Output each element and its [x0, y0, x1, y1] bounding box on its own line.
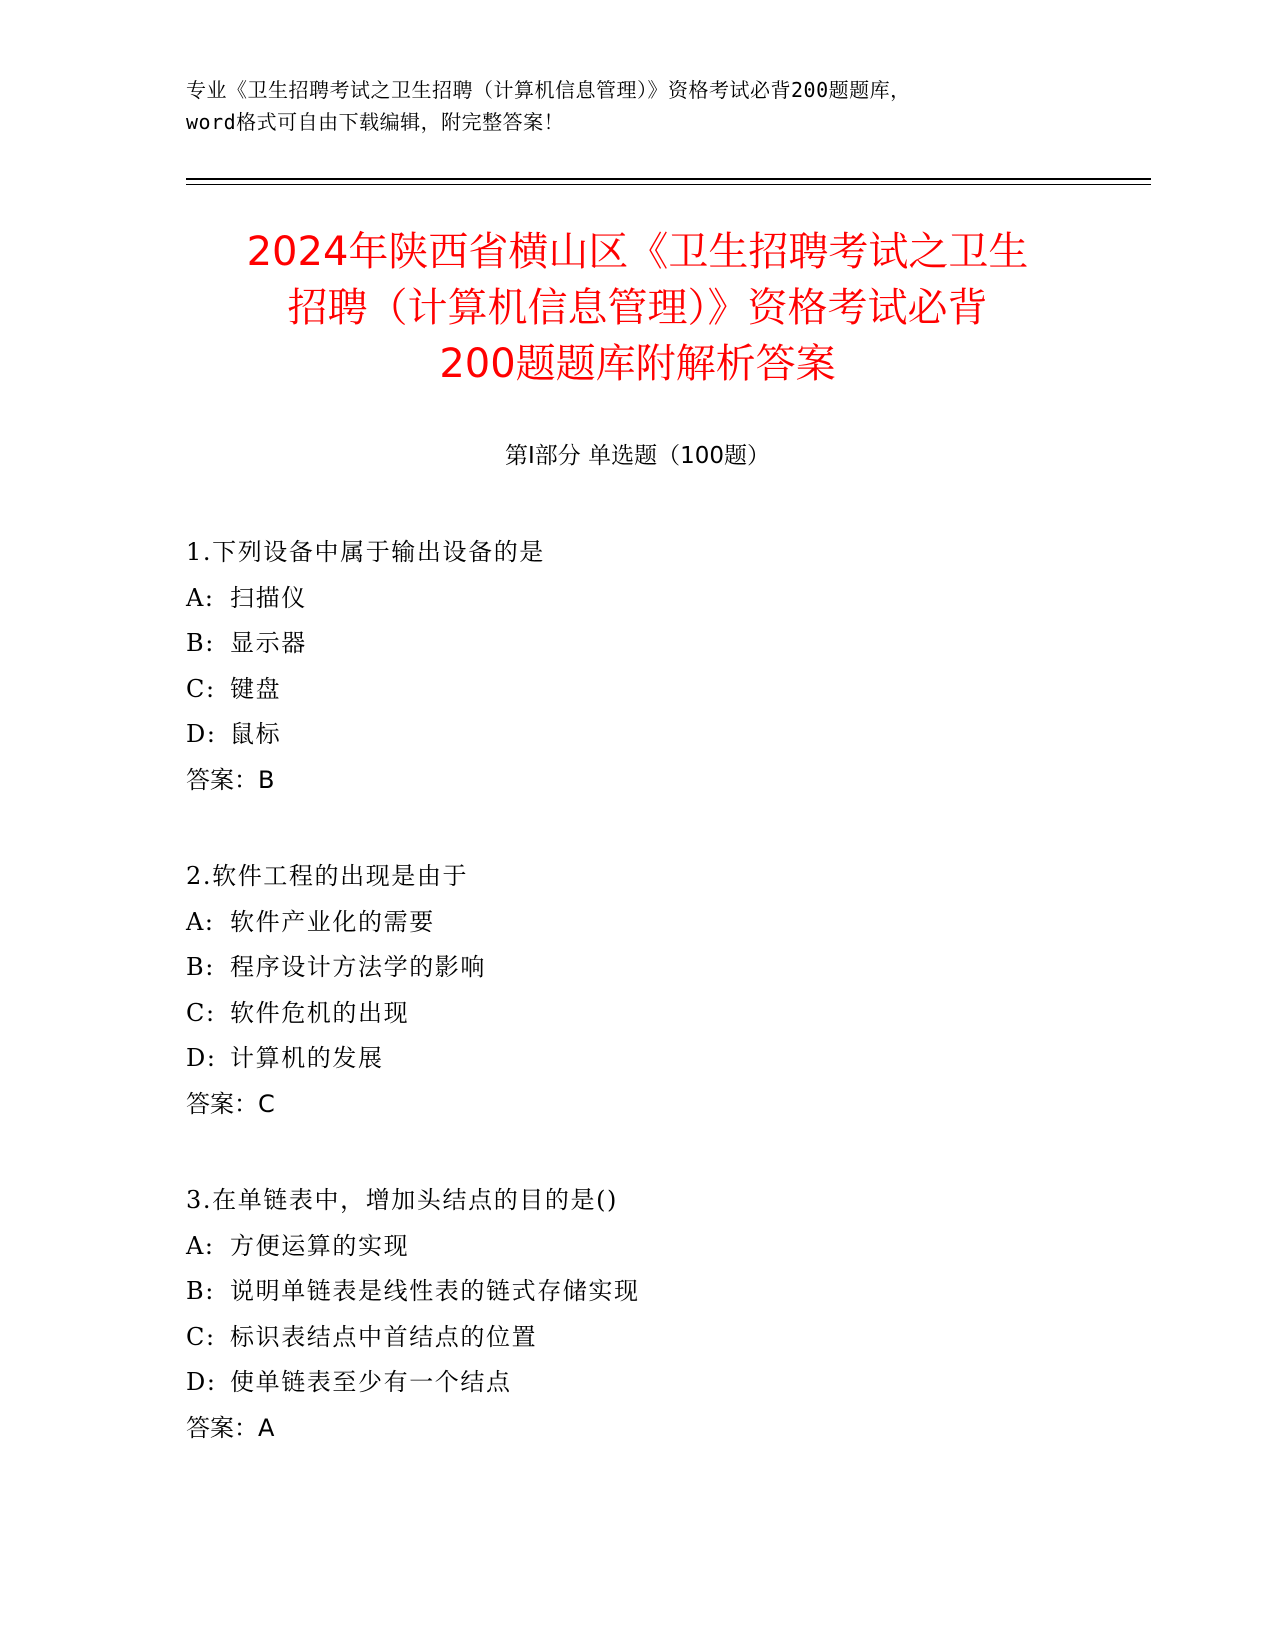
question-stem: 3.在单链表中，增加头结点的目的是(): [186, 1186, 619, 1214]
document-title: [150, 224, 1125, 392]
option-letter: A:: [186, 1231, 215, 1260]
option-text: 软件产业化的需要: [230, 907, 435, 936]
header-divider-thick: [186, 178, 1151, 180]
question-item: [186, 1178, 1086, 1451]
option-c: [186, 1315, 1086, 1361]
option-b: [186, 621, 1086, 667]
answer-line: 答案：A: [186, 1413, 275, 1442]
option-letter: C:: [186, 1322, 216, 1351]
option-letter: C:: [186, 674, 216, 703]
option-text: 软件危机的出现: [230, 998, 410, 1027]
question-item: [186, 854, 1086, 1127]
option-letter: D:: [186, 720, 217, 748]
answer-line: 答案：C: [186, 1089, 275, 1118]
header-note: [186, 74, 1086, 138]
option-b: [186, 945, 1086, 991]
question-list: [186, 530, 1086, 1502]
document-title-line-3: 200题题库附解析答案: [439, 341, 836, 387]
document-title-line-2: 招聘（计算机信息管理）》资格考试必背: [287, 285, 988, 331]
option-text: 计算机的发展: [230, 1044, 384, 1072]
option-text: 方便运算的实现: [230, 1231, 410, 1260]
option-text: 使单链表至少有一个结点: [230, 1368, 512, 1396]
question-stem: 2.软件工程的出现是由于: [186, 862, 469, 890]
option-d: [186, 1360, 1086, 1406]
header-note-line-1: 专业《卫生招聘考试之卫生招聘（计算机信息管理）》资格考试必背200题题库，: [186, 78, 911, 102]
option-letter: B:: [186, 1277, 215, 1305]
question-stem: 1.下列设备中属于输出设备的是: [186, 538, 545, 566]
option-text: 鼠标: [230, 720, 282, 748]
option-c: [186, 667, 1086, 713]
option-a: [186, 900, 1086, 946]
header-divider-thin: [186, 184, 1151, 185]
option-letter: D:: [186, 1044, 217, 1072]
option-letter: C:: [186, 998, 216, 1027]
option-text: 程序设计方法学的影响: [230, 953, 486, 981]
option-letter: B:: [186, 953, 215, 981]
option-letter: A:: [186, 583, 215, 612]
option-text: 扫描仪: [230, 583, 307, 612]
option-letter: B:: [186, 629, 215, 657]
option-text: 说明单链表是线性表的链式存储实现: [230, 1277, 640, 1305]
option-d: [186, 1036, 1086, 1082]
option-b: [186, 1269, 1086, 1315]
option-a: [186, 576, 1086, 622]
option-letter: D:: [186, 1368, 217, 1396]
option-d: [186, 712, 1086, 758]
option-text: 键盘: [230, 674, 282, 703]
option-text: 显示器: [230, 629, 307, 657]
option-text: 标识表结点中首结点的位置: [230, 1322, 538, 1351]
option-a: [186, 1224, 1086, 1270]
option-letter: A:: [186, 907, 215, 936]
question-item: [186, 530, 1086, 803]
option-c: [186, 991, 1086, 1037]
section-title: 第Ⅰ部分 单选题（100题）: [505, 443, 770, 469]
document-title-line-1: 2024年陕西省横山区《卫生招聘考试之卫生: [246, 229, 1029, 275]
header-note-line-2: word格式可自由下载编辑，附完整答案！: [186, 110, 565, 134]
answer-line: 答案：B: [186, 765, 275, 794]
